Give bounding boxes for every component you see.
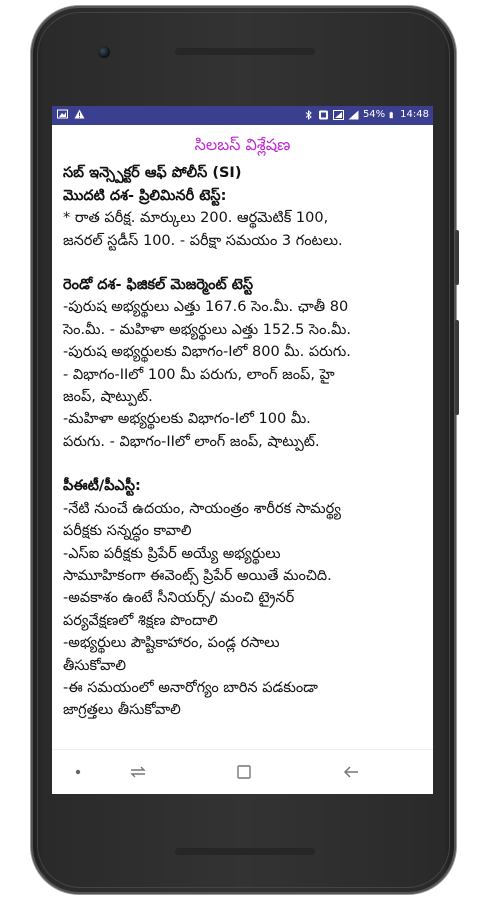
bottom-speaker [175,848,315,855]
clock: 14:48 [400,109,429,120]
text-line: -పురుష అభ్యర్థులకు విభాగం-Iలో 800 మీ. పరుగు. [63,344,351,361]
image-icon [57,109,68,119]
blank-line [63,453,422,475]
text-line: సెం.మీ. - మహిళా అభ్యర్థులు ఎత్తు 152.5 సెం.మీ. [63,321,352,338]
phone-screen [52,106,433,794]
back-arrow-icon [342,764,360,780]
bluetooth-icon [303,110,314,120]
text-line: సామూహికంగా ఈవెంట్స్ ప్రిపేర్ అయితే మంచిది. [63,567,332,584]
warning-icon [74,109,85,119]
text-line: జనరల్ స్టడీస్ 100. - పరీక్షా సమయం 3 గంటలు. [63,232,343,249]
text-line: * రాత పరీక్ష. మార్కులు 200. ఆర్థమెటిక్ 100, [63,210,329,227]
status-bar [52,106,433,125]
nfc-icon [318,110,329,120]
recent-apps-icon [129,765,147,779]
text-line: -ఈ సమయంలో అనారోగ్యం బారిన పడకుండా [63,679,318,696]
page-title: సిలబస్ విశ్లేషణ [194,135,291,154]
article-content[interactable] [52,125,433,749]
wifi-icon [348,110,359,120]
blank-line [63,252,422,274]
text-line: -పురుష అభ్యర్థులు ఎత్తు 167.6 సెం.మీ. ఛాతీ 80 [63,299,349,316]
text-line: - విభాగం-IIలో 100 మీ పరుగు, లాంగ్ జంప్, హై [63,366,335,383]
text-line: రెండో దశ- ఫిజికల్ మెజర్మెంట్ టెస్ట్ [63,277,254,294]
text-line: మొదటి దశ- ప్రిలిమినరీ టెస్ట్: [63,187,227,204]
power-button [455,230,459,285]
text-line: -అభ్యర్థులు పౌష్టికాహారం, పండ్ల రసాలు [63,635,280,652]
volume-button [455,320,459,415]
text-line: పరీక్షకు సన్నద్ధం కావాలి [63,523,192,540]
navigation-bar [52,749,433,794]
text-line: తీసుకోవాలి [63,657,126,674]
text-line: జంప్, షాట్పుట్. [63,389,153,406]
recent-apps-button[interactable] [126,760,150,784]
text-line: -మహిళా అభ్యర్థులకు విభాగం-Iలో 100 మీ. [63,411,311,428]
home-button[interactable] [232,760,256,784]
front-camera [98,46,110,58]
battery-icon [389,110,396,120]
text-line: సబ్ ఇన్స్పెక్టర్ ఆఫ్ పోలీస్ (SI) [63,165,242,182]
dot-icon [75,769,81,775]
text-line: -ఎస్ఐ పరీక్షకు ప్రిపేర్ అయ్యే అభ్యర్థులు [63,545,281,562]
text-line: -నేటి నుంచే ఉదయం, సాయంత్రం శారీరక సామర్థ్య [63,500,342,517]
battery-percent: 54% [362,109,386,120]
home-square-icon [236,764,252,780]
text-line: పర్యవేక్షణలో శిక్షణ పొందాలి [63,612,218,629]
text-line: పరుగు. - విభాగం-IIలో లాంగ్ జంప్, షాట్పుట్. [63,433,320,450]
article-body [63,162,422,721]
back-button[interactable] [339,760,363,784]
top-speaker [175,48,315,55]
signal-icon [333,110,344,120]
text-line: -అవకాశం ఉంటే సీనియర్స్/ మంచి ట్రైనర్ [63,590,295,607]
text-line: జాగ్రత్తలు తీసుకోవాలి [63,702,181,719]
text-line: పీఈటీ/పీఎస్టీ: [63,478,141,495]
nav-dot-button[interactable] [66,760,90,784]
